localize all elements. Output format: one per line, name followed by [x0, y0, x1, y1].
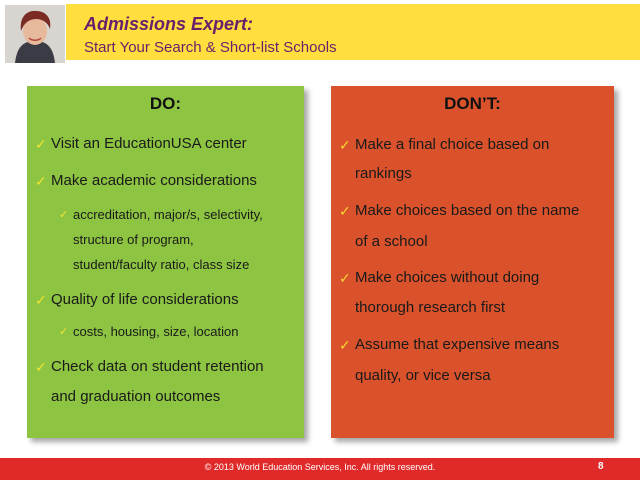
dont-panel [331, 86, 614, 438]
slide-subtitle: Start Your Search & Short-list Schools [84, 39, 337, 56]
do-item: Make academic considerations [51, 172, 257, 189]
dont-item: Make choices based on the name [355, 202, 580, 219]
check-icon: ✓ [339, 337, 351, 353]
do-subitem-line: student/faculty ratio, class size [73, 257, 250, 272]
check-icon: ✓ [59, 209, 69, 221]
do-panel [27, 86, 304, 438]
dont-item: rankings [355, 165, 412, 182]
do-item: and graduation outcomes [51, 388, 221, 405]
check-icon: ✓ [35, 359, 47, 375]
do-item: Visit an EducationUSA center [51, 135, 247, 152]
slide-title: Admissions Expert: [84, 14, 254, 34]
do-item: Check data on student retention [51, 358, 264, 375]
do-subitem-line: costs, housing, size, location [73, 324, 239, 339]
dont-item: Assume that expensive means [355, 336, 560, 353]
do-subitem-line: structure of program, [73, 232, 194, 247]
dont-item: Make choices without doing [355, 269, 540, 286]
check-icon: ✓ [339, 270, 351, 286]
dont-item: Make a final choice based on [355, 136, 550, 153]
footer-bar [0, 458, 640, 480]
do-heading: DO: [149, 94, 182, 113]
dont-heading: DON’T: [444, 94, 501, 113]
copyright-text: © 2013 World Education Services, Inc. All rights reserved. [204, 462, 436, 472]
check-icon: ✓ [35, 292, 47, 308]
check-icon: ✓ [339, 137, 351, 153]
check-icon: ✓ [35, 136, 47, 152]
check-icon: ✓ [35, 173, 47, 189]
page-number: 8 [598, 461, 604, 472]
check-icon: ✓ [59, 326, 69, 338]
dont-item: of a school [355, 233, 428, 250]
presenter-photo-icon [5, 5, 65, 63]
check-icon: ✓ [339, 203, 351, 219]
do-subitem-line: accreditation, major/s, selectivity, [73, 207, 263, 222]
do-item: Quality of life considerations [51, 291, 239, 308]
dont-item: thorough research first [355, 299, 506, 316]
dont-item: quality, or vice versa [355, 367, 491, 384]
presenter-photo [5, 5, 65, 63]
